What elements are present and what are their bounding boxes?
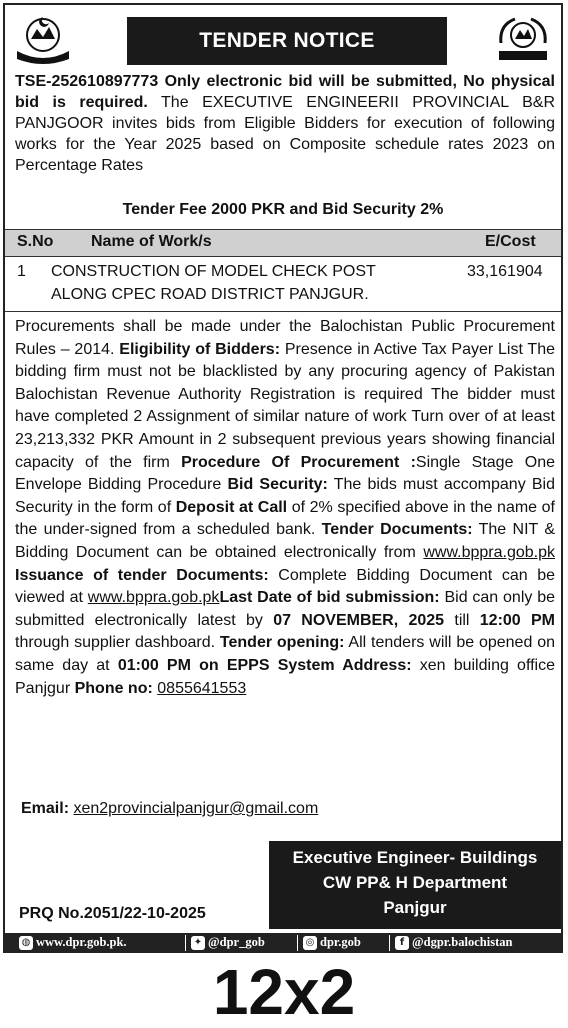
body-text-8: Bid can only be submitted electronically latest by — [15, 589, 555, 629]
body-text-12: xen building office Panjgur — [15, 656, 555, 697]
row-cost: 33,161904 — [467, 263, 543, 280]
tender-fee-line: Tender Fee 2000 PKR and Bid Security 2% — [122, 201, 444, 218]
last-date-heading: Last Date of bid submission: — [219, 589, 440, 607]
footer-facebook[interactable]: @dgpr.balochistan — [412, 935, 513, 949]
table-row — [5, 257, 561, 312]
footer-bar — [5, 933, 561, 953]
header-sno: S.No — [17, 233, 54, 250]
issuance-heading: Issuance of tender Documents: — [15, 566, 269, 584]
bppra-link-2[interactable]: www.bppra.gob.pk — [87, 589, 220, 607]
body-text-4: The bids must accompany Bid Security in the form of — [15, 476, 556, 516]
facebook-icon: f — [395, 936, 409, 950]
procedure-heading: Procedure Of Procurement : — [181, 453, 416, 471]
footer-website[interactable]: www.dpr.gob.pk. — [36, 935, 127, 949]
body-text-7: Complete Bidding Document can be viewed at — [15, 566, 555, 607]
page-title: TENDER NOTICE — [127, 17, 447, 65]
balochistan-emblem-logo — [13, 13, 73, 67]
submission-date: 07 NOVEMBER, 2025 — [273, 611, 445, 629]
submission-time: 12:00 PM — [479, 611, 555, 629]
row-name-line1: CONSTRUCTION OF MODEL CHECK POST — [51, 263, 376, 280]
opening-time: 01:00 PM on EPPS System Address: — [117, 656, 412, 674]
body-text-6: The NIT & Bidding Document can be obtained electronically from — [15, 521, 556, 561]
row-sno: 1 — [17, 263, 26, 280]
prq-number: PRQ No.2051/22-10-2025 — [19, 905, 206, 922]
deposit-heading: Deposit at Call — [175, 498, 288, 516]
phone-heading: Phone no: — [74, 679, 153, 697]
intro-paragraph — [15, 71, 555, 176]
body-text-5: of 2% specified above in the name of the under-signed from a scheduled bank. — [15, 498, 556, 539]
bid-security-heading: Bid Security: — [227, 476, 328, 494]
bppra-link[interactable]: www.bppra.gob.pk — [423, 543, 555, 561]
globe-icon: ◍ — [19, 936, 33, 950]
footer-instagram[interactable]: dpr.gob — [320, 935, 361, 949]
ad-size-label: 12x2 — [212, 956, 356, 1028]
dgpr-logo — [493, 13, 553, 67]
signature-block — [269, 841, 561, 929]
email-line — [21, 800, 318, 818]
signature-line3: Panjgur — [383, 898, 447, 917]
email-link[interactable]: xen2provincialpanjgur@gmail.com — [73, 800, 319, 817]
signature-line2: CW PP& H Department — [322, 873, 508, 892]
row-name-line2: ALONG CPEC ROAD DISTRICT PANJGUR. — [51, 286, 369, 303]
body-paragraph — [15, 316, 555, 700]
body-text-3: Single Stage One Envelope Bidding Procedure — [15, 453, 556, 494]
body-text-10: through supplier dashboard. — [15, 634, 220, 652]
phone-number[interactable]: 0855641553 — [157, 679, 247, 697]
footer-twitter[interactable]: @dpr_gob — [208, 935, 265, 949]
intro-text: The EXECUTIVE ENGINEERII PROVINCIAL B&R PANJGOOR invites bids from Eligible Bidders for execution of following works for the Year 2025 based on Composite schedule rates 2023 on Percentage Rates — [15, 94, 555, 174]
instagram-icon: ◎ — [303, 936, 317, 950]
twitter-icon: ✦ — [191, 936, 205, 950]
table-header — [5, 229, 561, 257]
eligibility-heading: Eligibility of Bidders: — [119, 340, 281, 358]
tender-id-lead: TSE-252610897773 Only electronic bid will be submitted, No physical bid is required. — [15, 73, 555, 111]
header-name: Name of Work/s — [91, 233, 212, 250]
tender-documents-heading: Tender Documents: — [321, 521, 473, 539]
email-label: Email: — [21, 800, 70, 817]
body-text-2: Presence in Active Tax Payer List The bidding firm must not be blacklisted by any procuring agency of Pakistan Balochistan Revenue Authority Registration is required The bidder must have completed 2 Assignment of similar nature of work Turn over of at least 23,213,332 PKR Amount in 2 subsequent previous years showing financial capacity of the firm — [15, 340, 555, 471]
tender-notice — [3, 3, 563, 953]
body-text-9: till — [444, 611, 480, 629]
signature-line1: Executive Engineer- Buildings — [292, 848, 538, 867]
opening-heading: Tender opening: — [219, 634, 345, 652]
body-text-1: Procurements shall be made under the Balochistan Public Procurement Rules – 2014. — [15, 318, 555, 358]
header-cost: E/Cost — [485, 233, 536, 250]
body-text-11: All tenders will be opened on same day at — [15, 634, 556, 674]
